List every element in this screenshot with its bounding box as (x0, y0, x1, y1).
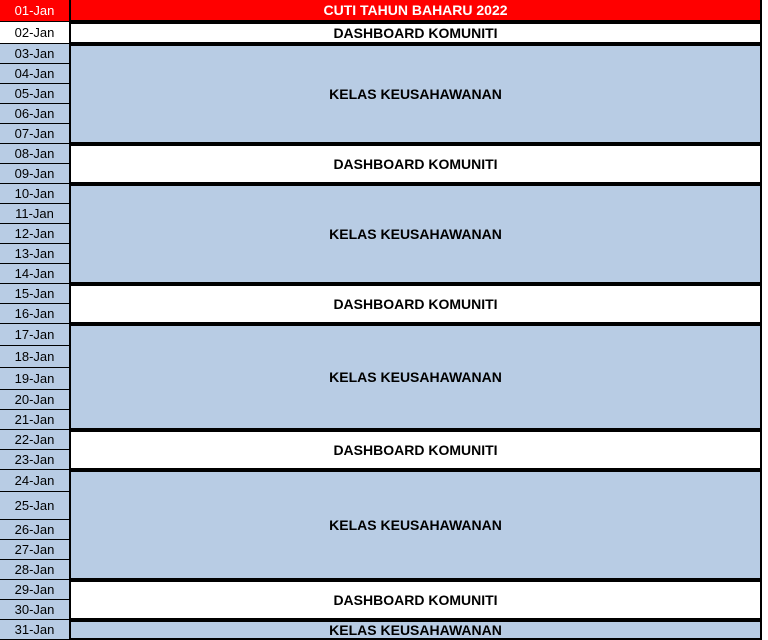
date-cell: 09-Jan (0, 164, 71, 184)
activity-block-class: KELAS KEUSAHAWANAN (71, 184, 762, 284)
date-cell: 13-Jan (0, 244, 71, 264)
activity-block-dashboard: DASHBOARD KOMUNITI (71, 430, 762, 470)
date-cell: 10-Jan (0, 184, 71, 204)
activity-block-class: KELAS KEUSAHAWANAN (71, 620, 762, 640)
date-cell: 18-Jan (0, 346, 71, 368)
holiday-banner: CUTI TAHUN BAHARU 2022 (71, 0, 762, 22)
date-cell: 30-Jan (0, 600, 71, 620)
date-cell: 01-Jan (0, 0, 71, 22)
date-cell: 20-Jan (0, 390, 71, 410)
date-cell: 02-Jan (0, 22, 71, 44)
date-cell: 19-Jan (0, 368, 71, 390)
activity-block-dashboard: DASHBOARD KOMUNITI (71, 284, 762, 324)
date-cell: 04-Jan (0, 64, 71, 84)
date-cell: 27-Jan (0, 540, 71, 560)
date-cell: 06-Jan (0, 104, 71, 124)
activity-block-class: KELAS KEUSAHAWANAN (71, 470, 762, 580)
date-cell: 26-Jan (0, 520, 71, 540)
date-cell: 14-Jan (0, 264, 71, 284)
activity-block-class: KELAS KEUSAHAWANAN (71, 324, 762, 430)
date-cell: 28-Jan (0, 560, 71, 580)
date-cell: 05-Jan (0, 84, 71, 104)
activity-block-class: KELAS KEUSAHAWANAN (71, 44, 762, 144)
date-cell: 16-Jan (0, 304, 71, 324)
date-cell: 11-Jan (0, 204, 71, 224)
date-cell: 17-Jan (0, 324, 71, 346)
date-cell: 25-Jan (0, 492, 71, 520)
date-cell: 29-Jan (0, 580, 71, 600)
date-cell: 31-Jan (0, 620, 71, 640)
date-cell: 12-Jan (0, 224, 71, 244)
date-cell: 24-Jan (0, 470, 71, 492)
activity-block-dashboard: DASHBOARD KOMUNITI (71, 580, 762, 620)
date-cell: 08-Jan (0, 144, 71, 164)
date-cell: 22-Jan (0, 430, 71, 450)
date-cell: 23-Jan (0, 450, 71, 470)
activity-block-dashboard: DASHBOARD KOMUNITI (71, 144, 762, 184)
date-cell: 15-Jan (0, 284, 71, 304)
activity-block-dashboard: DASHBOARD KOMUNITI (71, 22, 762, 44)
date-cell: 03-Jan (0, 44, 71, 64)
date-cell: 07-Jan (0, 124, 71, 144)
date-cell: 21-Jan (0, 410, 71, 430)
